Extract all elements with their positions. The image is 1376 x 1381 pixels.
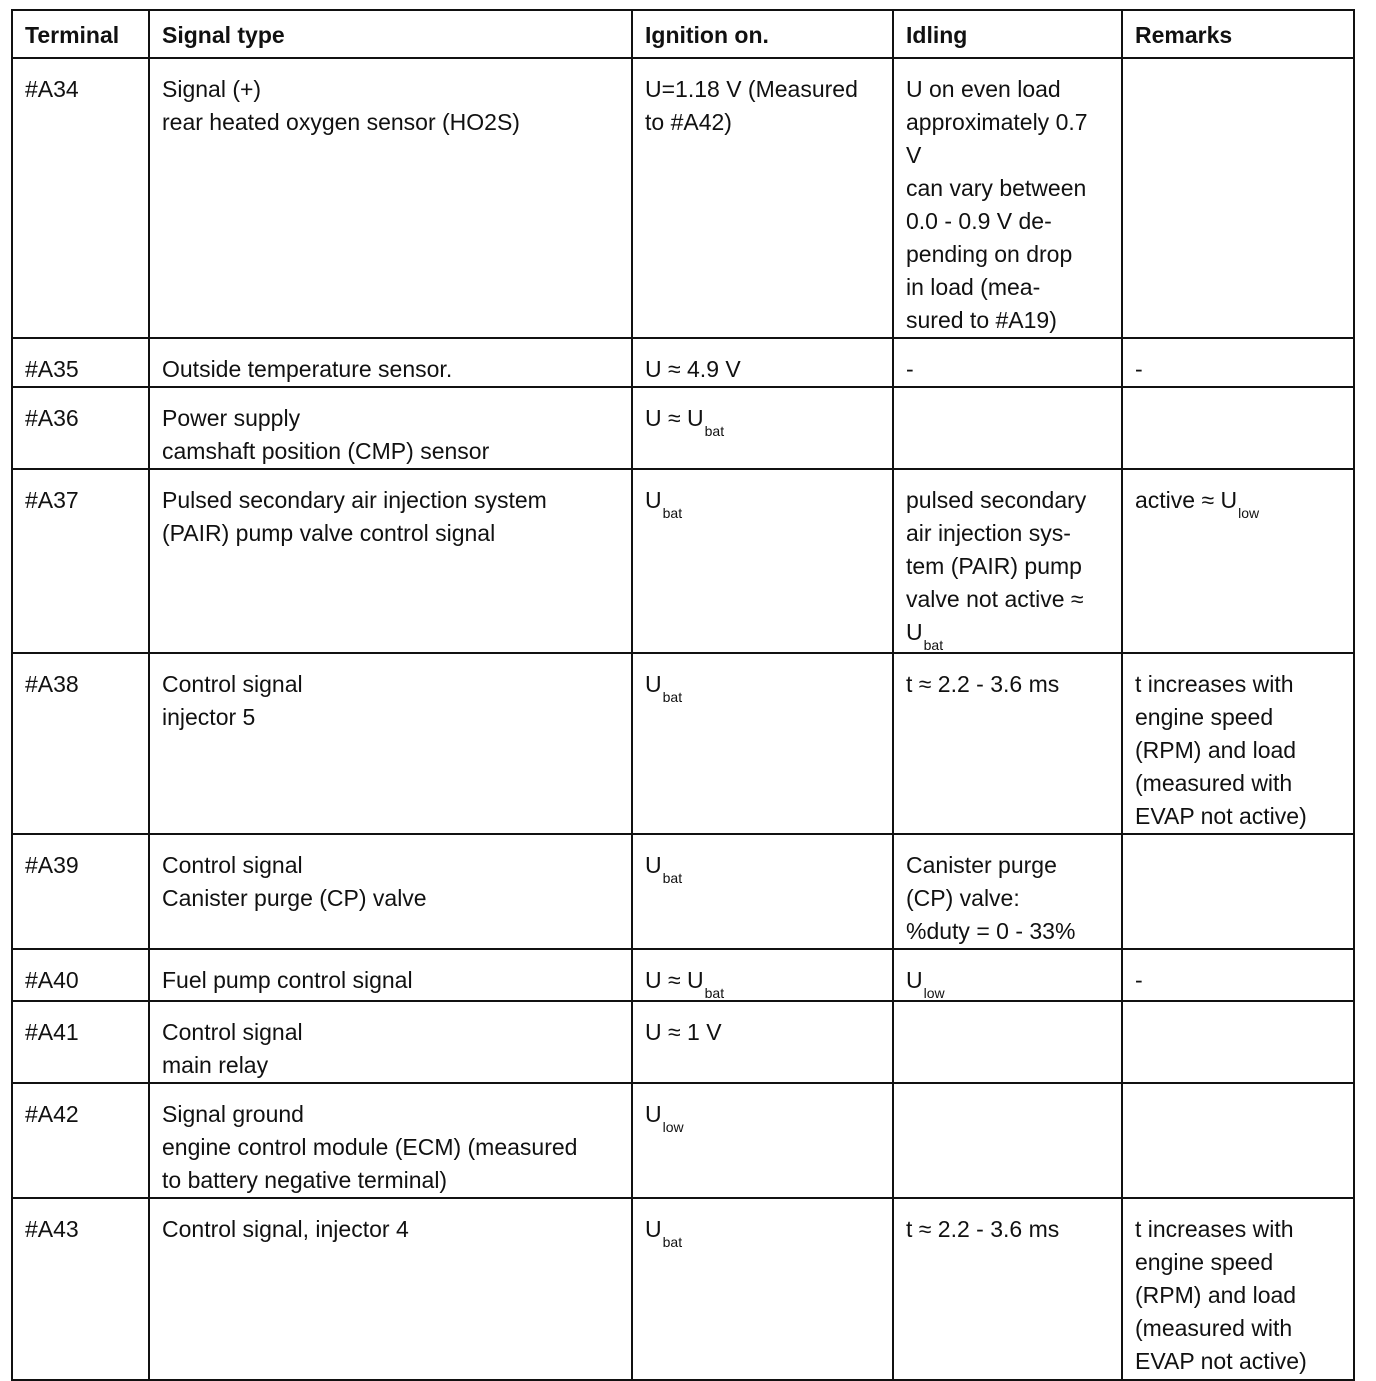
cell-line: valve not active ≈ (906, 586, 1084, 612)
cell-line: U ≈ 4.9 V (645, 356, 741, 382)
cell-line: Canister purge (906, 852, 1057, 878)
cell-ignition (632, 949, 893, 1001)
voltage-symbol: U (645, 852, 662, 878)
voltage-subscript: bat (662, 505, 683, 521)
cell-idling (893, 58, 1122, 338)
table-row (12, 1198, 1354, 1380)
cell-line: (PAIR) pump valve control signal (162, 520, 496, 546)
cell-line: can vary between (906, 175, 1087, 201)
voltage-symbol: U ≈ U (645, 967, 704, 993)
cell-signal (149, 338, 632, 387)
cell-line: Signal ground (162, 1101, 304, 1127)
table-row (12, 1083, 1354, 1198)
cell-line (645, 668, 880, 704)
cell-remarks (1122, 387, 1354, 469)
cell-line: #A43 (25, 1216, 79, 1242)
header-terminal: Terminal (12, 10, 149, 58)
voltage-subscript: bat (662, 689, 683, 705)
cell-line: (measured with (1135, 1315, 1293, 1341)
cell-line: rear heated oxygen sensor (HO2S) (162, 109, 520, 135)
cell-remarks (1122, 1001, 1354, 1083)
cell-remarks (1122, 653, 1354, 834)
cell-signal (149, 834, 632, 949)
voltage-subscript: bat (923, 637, 944, 653)
cell-line: #A37 (25, 487, 79, 513)
cell-line: engine speed (1135, 704, 1274, 730)
cell-ignition (632, 1198, 893, 1380)
cell-idling (893, 653, 1122, 834)
cell-remarks (1122, 834, 1354, 949)
cell-line: Canister purge (CP) valve (162, 885, 427, 911)
cell-line: sured to #A19) (906, 307, 1057, 333)
cell-line: engine control module (ECM) (measured (162, 1134, 578, 1160)
cell-signal (149, 58, 632, 338)
cell-line: V (906, 142, 922, 168)
cell-line: Outside temperature sensor. (162, 356, 453, 382)
table-row (12, 387, 1354, 469)
cell-line: t increases with (1135, 671, 1294, 697)
cell-line: Control signal (162, 852, 303, 878)
cell-line: (CP) valve: (906, 885, 1020, 911)
voltage-subscript: bat (662, 870, 683, 886)
cell-line (645, 849, 880, 885)
cell-idling (893, 338, 1122, 387)
voltage-subscript: bat (704, 985, 725, 1001)
header-remarks: Remarks (1122, 10, 1354, 58)
cell-line (1135, 484, 1341, 520)
cell-line: EVAP not active) (1135, 803, 1307, 829)
cell-idling (893, 469, 1122, 653)
cell-line: Control signal (162, 671, 303, 697)
cell-line: Control signal (162, 1019, 303, 1045)
cell-terminal (12, 834, 149, 949)
cell-line: #A34 (25, 76, 79, 102)
voltage-symbol: U (645, 1216, 662, 1242)
cell-idling (893, 949, 1122, 1001)
cell-line: U=1.18 V (Measured (645, 76, 858, 102)
cell-line: - (906, 356, 914, 382)
cell-line: #A35 (25, 356, 79, 382)
cell-terminal (12, 469, 149, 653)
cell-ignition (632, 469, 893, 653)
cell-remarks (1122, 949, 1354, 1001)
cell-line: t ≈ 2.2 - 3.6 ms (906, 1216, 1060, 1242)
table-row (12, 1001, 1354, 1083)
cell-line: #A41 (25, 1019, 79, 1045)
cell-remarks (1122, 338, 1354, 387)
cell-line: pending on drop (906, 241, 1073, 267)
table-row (12, 949, 1354, 1001)
cell-line: #A36 (25, 405, 79, 431)
cell-idling (893, 1083, 1122, 1198)
cell-line: Control signal, injector 4 (162, 1216, 409, 1242)
cell-line: approximately 0.7 (906, 109, 1088, 135)
cell-line: #A38 (25, 671, 79, 697)
cell-signal (149, 1198, 632, 1380)
cell-line: (measured with (1135, 770, 1293, 796)
cell-idling (893, 1198, 1122, 1380)
cell-line (645, 964, 880, 1000)
cell-line: tem (PAIR) pump (906, 553, 1082, 579)
cell-line: U on even load (906, 76, 1061, 102)
table-row (12, 834, 1354, 949)
cell-line: Pulsed secondary air injection system (162, 487, 547, 513)
cell-terminal (12, 58, 149, 338)
voltage-symbol: U (645, 487, 662, 513)
cell-terminal (12, 1198, 149, 1380)
voltage-subscript: low (662, 1119, 684, 1135)
voltage-symbol: U (906, 619, 923, 645)
cell-line: to battery negative terminal) (162, 1167, 448, 1193)
cell-line: 0.0 - 0.9 V de- (906, 208, 1052, 234)
cell-line: U ≈ 1 V (645, 1019, 722, 1045)
cell-ignition (632, 387, 893, 469)
cell-line: (RPM) and load (1135, 737, 1297, 763)
table-body (12, 58, 1354, 1380)
cell-line: (RPM) and load (1135, 1282, 1297, 1308)
cell-signal (149, 653, 632, 834)
cell-remarks (1122, 58, 1354, 338)
cell-ignition (632, 338, 893, 387)
cell-line (645, 1098, 880, 1134)
terminal-signal-table (11, 9, 1355, 1381)
cell-line (645, 1213, 880, 1249)
voltage-symbol: U (645, 1101, 662, 1127)
cell-idling (893, 387, 1122, 469)
cell-signal (149, 1083, 632, 1198)
header-ignition-on: Ignition on. (632, 10, 893, 58)
cell-line: #A42 (25, 1101, 79, 1127)
cell-line: EVAP not active) (1135, 1348, 1307, 1374)
cell-line: #A39 (25, 852, 79, 878)
cell-idling (893, 1001, 1122, 1083)
cell-line: camshaft position (CMP) sensor (162, 438, 490, 464)
cell-line: t ≈ 2.2 - 3.6 ms (906, 671, 1060, 697)
cell-line: #A40 (25, 967, 79, 993)
cell-terminal (12, 1083, 149, 1198)
cell-remarks (1122, 469, 1354, 653)
cell-line: to #A42) (645, 109, 732, 135)
table-row (12, 58, 1354, 338)
cell-signal (149, 949, 632, 1001)
cell-line: pulsed secondary (906, 487, 1087, 513)
cell-line: Fuel pump control signal (162, 967, 413, 993)
cell-line (906, 964, 1109, 1000)
cell-line: %duty = 0 - 33% (906, 918, 1076, 944)
cell-ignition (632, 653, 893, 834)
voltage-subscript: bat (704, 423, 725, 439)
cell-terminal (12, 1001, 149, 1083)
cell-line: air injection sys- (906, 520, 1071, 546)
cell-line: - (1135, 356, 1143, 382)
voltage-symbol: active ≈ U (1135, 487, 1238, 513)
cell-terminal (12, 387, 149, 469)
cell-terminal (12, 338, 149, 387)
voltage-subscript: bat (662, 1234, 683, 1250)
cell-line (645, 484, 880, 520)
voltage-symbol: U ≈ U (645, 405, 704, 431)
header-row (12, 10, 1354, 58)
voltage-subscript: low (1238, 505, 1260, 521)
cell-line: - (1135, 967, 1143, 993)
cell-line: main relay (162, 1052, 269, 1078)
cell-ignition (632, 58, 893, 338)
cell-line: engine speed (1135, 1249, 1274, 1275)
cell-signal (149, 1001, 632, 1083)
cell-signal (149, 387, 632, 469)
cell-idling (893, 834, 1122, 949)
table-row (12, 338, 1354, 387)
cell-signal (149, 469, 632, 653)
cell-terminal (12, 949, 149, 1001)
voltage-subscript: low (923, 985, 945, 1001)
cell-remarks (1122, 1198, 1354, 1380)
cell-ignition (632, 1083, 893, 1198)
cell-remarks (1122, 1083, 1354, 1198)
cell-line: Signal (+) (162, 76, 262, 102)
cell-line: injector 5 (162, 704, 256, 730)
cell-line: in load (mea- (906, 274, 1041, 300)
cell-terminal (12, 653, 149, 834)
table-row (12, 469, 1354, 653)
voltage-symbol: U (906, 967, 923, 993)
cell-ignition (632, 834, 893, 949)
header-idling: Idling (893, 10, 1122, 58)
voltage-symbol: U (645, 671, 662, 697)
cell-line: Power supply (162, 405, 301, 431)
cell-line (645, 402, 880, 438)
table-row (12, 653, 1354, 834)
header-signal-type: Signal type (149, 10, 632, 58)
cell-line (906, 616, 1109, 652)
cell-line: t increases with (1135, 1216, 1294, 1242)
cell-ignition (632, 1001, 893, 1083)
